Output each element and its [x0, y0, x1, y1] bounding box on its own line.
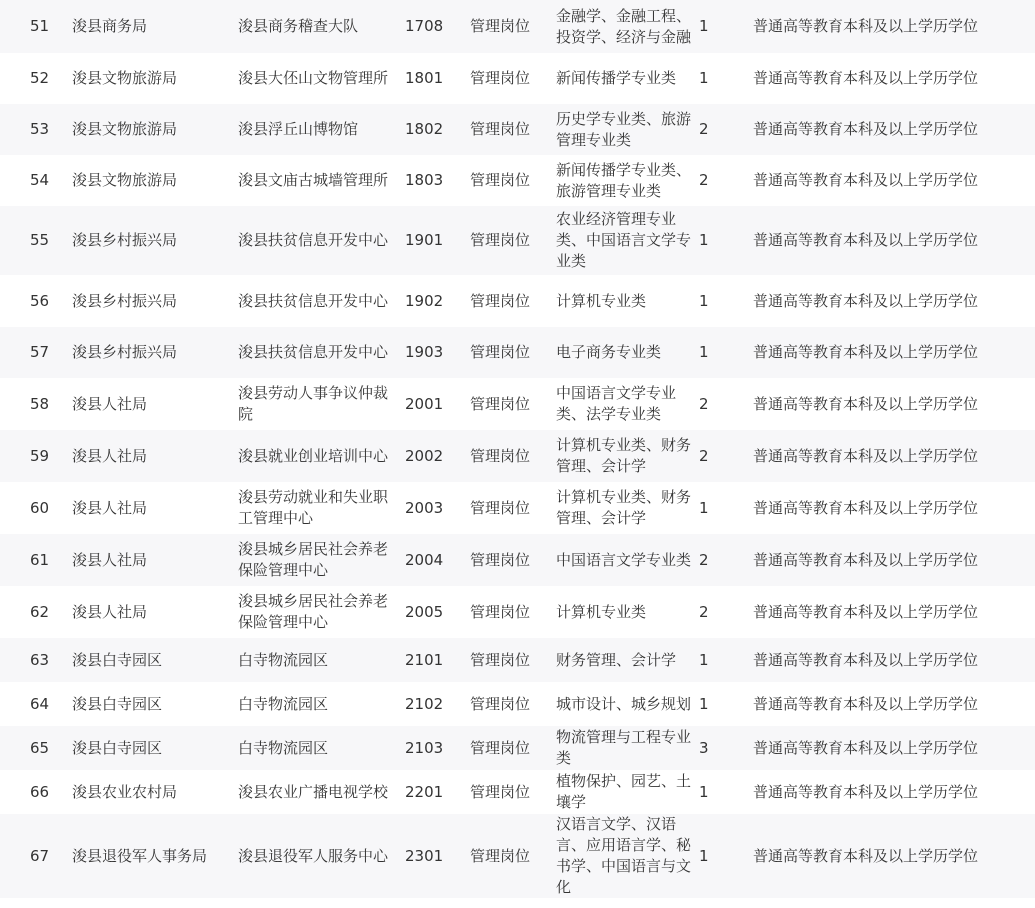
table-row: [0, 155, 1035, 206]
unit-cell: 浚县农业广播电视学校: [230, 770, 400, 814]
post-type-cell: 管理岗位: [465, 770, 551, 814]
row-number: 57: [0, 327, 62, 378]
education-cell: 普通高等教育本科及以上学历学位: [739, 104, 1035, 155]
post-code-cell: 2005: [400, 586, 465, 638]
post-code-cell: 2102: [400, 682, 465, 726]
table-row: [0, 534, 1035, 586]
department-cell: 浚县乡村振兴局: [62, 206, 230, 275]
education-cell: 普通高等教育本科及以上学历学位: [739, 726, 1035, 770]
post-type-cell: 管理岗位: [465, 682, 551, 726]
education-cell: 普通高等教育本科及以上学历学位: [739, 0, 1035, 53]
major-cell: 新闻传播学专业类: [551, 53, 697, 104]
post-type-cell: 管理岗位: [465, 327, 551, 378]
post-code-cell: 2002: [400, 430, 465, 482]
major-cell: 物流管理与工程专业类: [551, 726, 697, 770]
unit-cell: 浚县扶贫信息开发中心: [230, 327, 400, 378]
headcount-cell: 1: [697, 275, 739, 327]
department-cell: 浚县乡村振兴局: [62, 275, 230, 327]
major-cell: 计算机专业类、财务管理、会计学: [551, 430, 697, 482]
unit-cell: 浚县退役军人服务中心: [230, 814, 400, 898]
department-cell: 浚县农业农村局: [62, 770, 230, 814]
education-cell: 普通高等教育本科及以上学历学位: [739, 378, 1035, 430]
major-cell: 汉语言文学、汉语言、应用语言学、秘书学、中国语言与文化: [551, 814, 697, 898]
table-row: [0, 275, 1035, 327]
unit-cell: 浚县城乡居民社会养老保险管理中心: [230, 586, 400, 638]
headcount-cell: 2: [697, 586, 739, 638]
row-number: 56: [0, 275, 62, 327]
major-cell: 计算机专业类、财务管理、会计学: [551, 482, 697, 534]
headcount-cell: 1: [697, 638, 739, 682]
row-number: 53: [0, 104, 62, 155]
post-code-cell: 1902: [400, 275, 465, 327]
department-cell: 浚县退役军人事务局: [62, 814, 230, 898]
row-number: 59: [0, 430, 62, 482]
table-row: [0, 104, 1035, 155]
table-row: [0, 0, 1035, 53]
row-number: 63: [0, 638, 62, 682]
major-cell: 中国语言文学专业类: [551, 534, 697, 586]
major-cell: 金融学、金融工程、投资学、经济与金融: [551, 0, 697, 53]
headcount-cell: 1: [697, 0, 739, 53]
table-row: [0, 682, 1035, 726]
department-cell: 浚县人社局: [62, 586, 230, 638]
major-cell: 新闻传播学专业类、旅游管理专业类: [551, 155, 697, 206]
row-number: 61: [0, 534, 62, 586]
post-type-cell: 管理岗位: [465, 534, 551, 586]
unit-cell: 浚县城乡居民社会养老保险管理中心: [230, 534, 400, 586]
row-number: 62: [0, 586, 62, 638]
headcount-cell: 2: [697, 430, 739, 482]
row-number: 67: [0, 814, 62, 898]
unit-cell: 白寺物流园区: [230, 726, 400, 770]
post-code-cell: 1803: [400, 155, 465, 206]
major-cell: 计算机专业类: [551, 275, 697, 327]
row-number: 66: [0, 770, 62, 814]
major-cell: 财务管理、会计学: [551, 638, 697, 682]
unit-cell: 浚县扶贫信息开发中心: [230, 275, 400, 327]
department-cell: 浚县白寺园区: [62, 638, 230, 682]
education-cell: 普通高等教育本科及以上学历学位: [739, 482, 1035, 534]
unit-cell: 浚县浮丘山博物馆: [230, 104, 400, 155]
post-type-cell: 管理岗位: [465, 586, 551, 638]
headcount-cell: 1: [697, 206, 739, 275]
post-type-cell: 管理岗位: [465, 430, 551, 482]
post-code-cell: 1901: [400, 206, 465, 275]
department-cell: 浚县人社局: [62, 482, 230, 534]
row-number: 60: [0, 482, 62, 534]
table-row: [0, 726, 1035, 770]
headcount-cell: 1: [697, 770, 739, 814]
post-code-cell: 2301: [400, 814, 465, 898]
unit-cell: 浚县文庙古城墙管理所: [230, 155, 400, 206]
unit-cell: 浚县商务稽查大队: [230, 0, 400, 53]
unit-cell: 浚县劳动就业和失业职工管理中心: [230, 482, 400, 534]
unit-cell: 白寺物流园区: [230, 638, 400, 682]
major-cell: 农业经济管理专业类、中国语言文学专业类: [551, 206, 697, 275]
post-type-cell: 管理岗位: [465, 104, 551, 155]
table-row: [0, 586, 1035, 638]
post-type-cell: 管理岗位: [465, 0, 551, 53]
table-row: [0, 430, 1035, 482]
major-cell: 电子商务专业类: [551, 327, 697, 378]
table-row: [0, 378, 1035, 430]
major-cell: 城市设计、城乡规划: [551, 682, 697, 726]
headcount-cell: 2: [697, 534, 739, 586]
post-code-cell: 1708: [400, 0, 465, 53]
headcount-cell: 2: [697, 155, 739, 206]
post-code-cell: 1903: [400, 327, 465, 378]
table-row: [0, 814, 1035, 898]
major-cell: 中国语言文学专业类、法学专业类: [551, 378, 697, 430]
education-cell: 普通高等教育本科及以上学历学位: [739, 430, 1035, 482]
department-cell: 浚县白寺园区: [62, 726, 230, 770]
row-number: 52: [0, 53, 62, 104]
headcount-cell: 1: [697, 482, 739, 534]
row-number: 64: [0, 682, 62, 726]
major-cell: 历史学专业类、旅游管理专业类: [551, 104, 697, 155]
major-cell: 植物保护、园艺、土壤学: [551, 770, 697, 814]
row-number: 51: [0, 0, 62, 53]
unit-cell: 浚县大伾山文物管理所: [230, 53, 400, 104]
education-cell: 普通高等教育本科及以上学历学位: [739, 53, 1035, 104]
row-number: 54: [0, 155, 62, 206]
post-code-cell: 2201: [400, 770, 465, 814]
table-row: [0, 482, 1035, 534]
department-cell: 浚县人社局: [62, 378, 230, 430]
post-type-cell: 管理岗位: [465, 726, 551, 770]
major-cell: 计算机专业类: [551, 586, 697, 638]
post-type-cell: 管理岗位: [465, 155, 551, 206]
education-cell: 普通高等教育本科及以上学历学位: [739, 682, 1035, 726]
post-type-cell: 管理岗位: [465, 53, 551, 104]
department-cell: 浚县人社局: [62, 430, 230, 482]
headcount-cell: 2: [697, 378, 739, 430]
department-cell: 浚县文物旅游局: [62, 104, 230, 155]
table-row: [0, 206, 1035, 275]
post-code-cell: 2001: [400, 378, 465, 430]
table-row: [0, 638, 1035, 682]
department-cell: 浚县白寺园区: [62, 682, 230, 726]
post-code-cell: 1801: [400, 53, 465, 104]
education-cell: 普通高等教育本科及以上学历学位: [739, 327, 1035, 378]
post-type-cell: 管理岗位: [465, 482, 551, 534]
table-row: [0, 327, 1035, 378]
department-cell: 浚县乡村振兴局: [62, 327, 230, 378]
table-row: [0, 53, 1035, 104]
department-cell: 浚县商务局: [62, 0, 230, 53]
education-cell: 普通高等教育本科及以上学历学位: [739, 586, 1035, 638]
department-cell: 浚县文物旅游局: [62, 155, 230, 206]
department-cell: 浚县文物旅游局: [62, 53, 230, 104]
education-cell: 普通高等教育本科及以上学历学位: [739, 155, 1035, 206]
post-type-cell: 管理岗位: [465, 378, 551, 430]
post-type-cell: 管理岗位: [465, 814, 551, 898]
post-type-cell: 管理岗位: [465, 275, 551, 327]
row-number: 58: [0, 378, 62, 430]
education-cell: 普通高等教育本科及以上学历学位: [739, 638, 1035, 682]
education-cell: 普通高等教育本科及以上学历学位: [739, 770, 1035, 814]
education-cell: 普通高等教育本科及以上学历学位: [739, 275, 1035, 327]
unit-cell: 浚县扶贫信息开发中心: [230, 206, 400, 275]
post-type-cell: 管理岗位: [465, 638, 551, 682]
table-row: [0, 770, 1035, 814]
unit-cell: 浚县就业创业培训中心: [230, 430, 400, 482]
row-number: 55: [0, 206, 62, 275]
post-code-cell: 2003: [400, 482, 465, 534]
headcount-cell: 3: [697, 726, 739, 770]
row-number: 65: [0, 726, 62, 770]
post-code-cell: 2004: [400, 534, 465, 586]
headcount-cell: 2: [697, 104, 739, 155]
unit-cell: 浚县劳动人事争议仲裁院: [230, 378, 400, 430]
post-code-cell: 2103: [400, 726, 465, 770]
headcount-cell: 1: [697, 53, 739, 104]
headcount-cell: 1: [697, 814, 739, 898]
department-cell: 浚县人社局: [62, 534, 230, 586]
post-code-cell: 2101: [400, 638, 465, 682]
education-cell: 普通高等教育本科及以上学历学位: [739, 814, 1035, 898]
education-cell: 普通高等教育本科及以上学历学位: [739, 206, 1035, 275]
headcount-cell: 1: [697, 682, 739, 726]
headcount-cell: 1: [697, 327, 739, 378]
post-type-cell: 管理岗位: [465, 206, 551, 275]
unit-cell: 白寺物流园区: [230, 682, 400, 726]
post-code-cell: 1802: [400, 104, 465, 155]
education-cell: 普通高等教育本科及以上学历学位: [739, 534, 1035, 586]
